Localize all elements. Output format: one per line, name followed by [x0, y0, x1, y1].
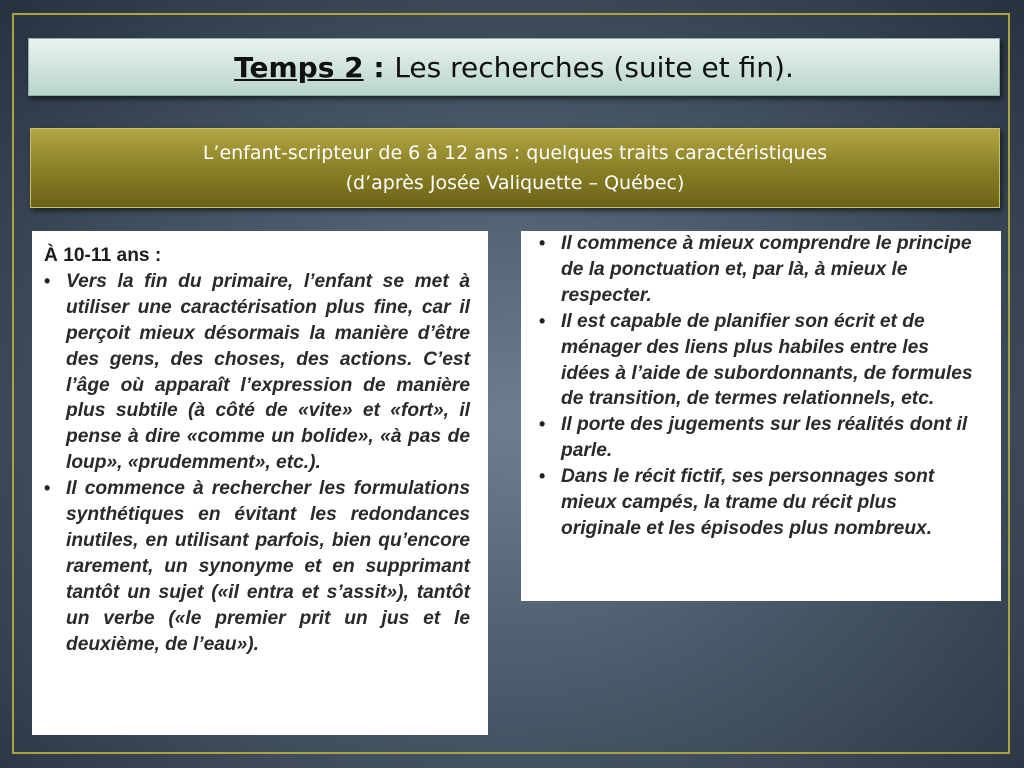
bullet-text: Vers la fin du primaire, l’enfant se met à utiliser une caractérisation plus fine, car il perçoit mieux désormais la manière d’être des gens, des choses, des actions. C’est l’âge où apparaît l’expression de manière plus subtile (à côté de «vite» et «fort», il pense à dire «comme un bolide», «à pas de loup», «prudemment», etc.).	[66, 270, 470, 474]
list-item	[539, 231, 977, 309]
bullet-icon: •	[539, 233, 546, 253]
title-strong: Temps 2	[234, 50, 364, 84]
list-item	[539, 412, 977, 464]
list-item	[539, 464, 977, 542]
list-item	[44, 476, 470, 657]
title-bar	[28, 38, 1000, 96]
bullet-text: Dans le récit fictif, ses personnages sont mieux campés, la trame du récit plus originale et les épisodes plus nombreux.	[561, 466, 935, 539]
bullet-icon: •	[539, 466, 546, 487]
bullet-icon: •	[539, 310, 546, 331]
list-item	[539, 309, 977, 413]
bullet-text: Il commence à mieux comprendre le principe de la ponctuation et, par là, à mieux le respecter.	[561, 233, 972, 306]
scanned-text-right	[521, 231, 1001, 601]
list-item	[44, 269, 470, 476]
age-heading: À 10-11 ans :	[44, 245, 162, 266]
title-rest: Les recherches (suite et fin).	[394, 50, 794, 84]
bullet-icon: •	[44, 270, 51, 291]
bullet-icon: •	[539, 414, 546, 435]
bullet-text: Il commence à rechercher les formulations synthétiques en évitant les redondances inutiles, en utilisant parfois, bien qu’encore rarement, un synonyme et en supprimant tantôt un sujet («il entra et s’assit»), tantôt un verbe («le premier prit un jus et le deuxième, de l’eau»).	[66, 478, 470, 655]
subtitle-line-1: L’enfant-scripteur de 6 à 12 ans : quelques traits caractéristiques	[202, 142, 828, 164]
bullet-text: Il est capable de planifier son écrit et de ménager des liens plus habiles entre les idées à l’aide de subordonnants, de formules de transition, de termes relationnels, etc.	[561, 310, 973, 410]
subtitle-line-2: (d’après Josée Valiquette – Québec)	[345, 172, 685, 194]
scanned-text-left	[32, 231, 488, 735]
subtitle-bar	[30, 128, 1000, 208]
bullet-text: Il porte des jugements sur les réalités dont il parle.	[561, 414, 968, 462]
slide-title	[234, 51, 794, 84]
bullet-icon: •	[44, 478, 51, 499]
title-separator: :	[363, 50, 395, 84]
